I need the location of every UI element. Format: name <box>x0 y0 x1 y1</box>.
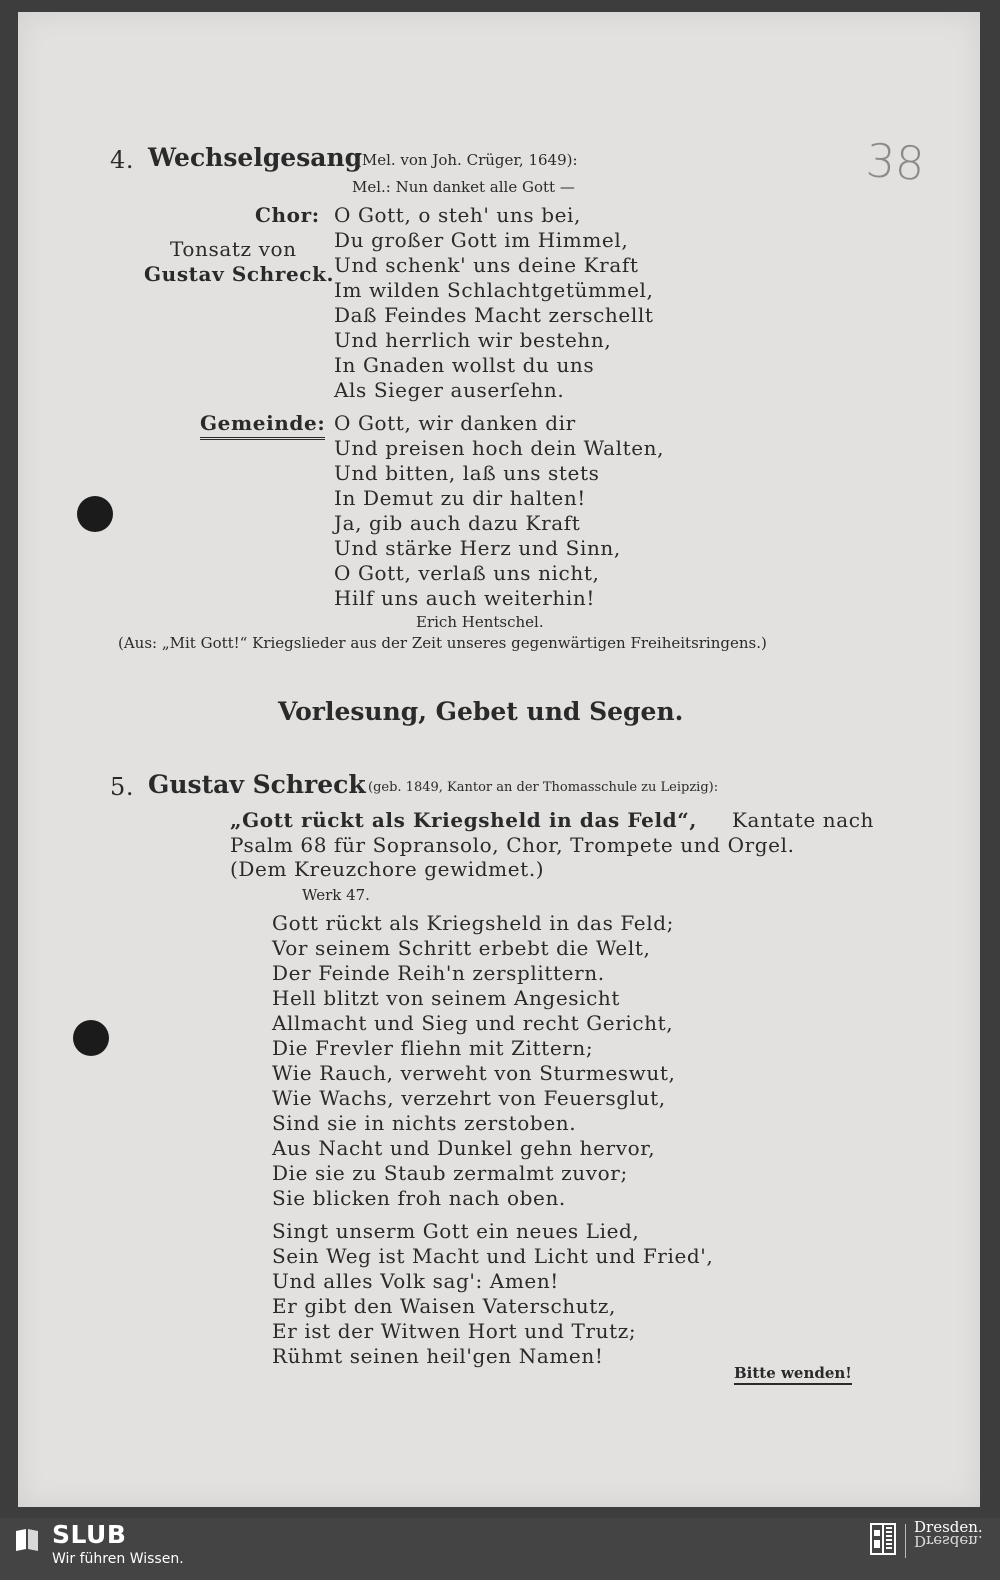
stanza-line: Die Frevler fliehn mit Zittern; <box>272 1036 594 1060</box>
gemeinde-label: Gemeinde: <box>200 411 325 440</box>
gemeinde-line: Und bitten, laß uns stets <box>334 461 600 485</box>
stanza-line: Sie blicken froh nach oben. <box>272 1186 566 1210</box>
stanza-line: Singt unserm Gott ein neues Lied, <box>272 1219 640 1243</box>
dresden-brand[interactable] <box>914 1520 983 1548</box>
dresden-wordmark-mirror: Dresden. <box>914 1532 983 1550</box>
dedication: (Dem Kreuzchore gewidmet.) <box>230 857 545 881</box>
work-description: Kantate nach <box>732 808 875 832</box>
gemeinde-line: Und preisen hoch dein Walten, <box>334 436 665 460</box>
gemeinde-line: Hilf uns auch weiterhin! <box>334 586 596 610</box>
stanza-line: Die sie zu Staub zermalmt zuvor; <box>272 1161 628 1185</box>
gemeinde-line: O Gott, verlaß uns nicht, <box>334 561 600 585</box>
chor-line: Als Sieger auserſehn. <box>334 378 565 402</box>
composer-note: (geb. 1849, Kantor an der Thomasschule zu Leipzig): <box>368 780 719 795</box>
stanza-line: Hell blitzt von seinem Angesicht <box>272 986 621 1010</box>
item-number: 5. <box>110 773 135 801</box>
chor-line: Daß Feindes Macht zerschellt <box>334 303 654 327</box>
gemeinde-line: Ja, gib auch dazu Kraft <box>334 511 581 535</box>
interlude-heading: Vorlesung, Gebet und Segen. <box>278 697 684 726</box>
melody-note: Mel.: Nun danket alle Gott — <box>352 178 575 196</box>
chor-line: In Gnaden wollst du uns <box>334 353 595 377</box>
stanza-line: Sein Weg ist Macht und Licht und Fried', <box>272 1244 714 1268</box>
dresden-crest-icon <box>870 1522 896 1558</box>
footer-divider <box>905 1524 906 1558</box>
tonsatz-label: Tonsatz von <box>170 237 297 261</box>
turn-page-note: Bitte wenden! <box>734 1364 852 1385</box>
stanza-line: Rühmt seinen heil'gen Namen! <box>272 1344 604 1368</box>
stanza-line: Er ist der Witwen Hort und Trutz; <box>272 1319 637 1343</box>
opus-number: Werk 47. <box>302 886 370 904</box>
stanza-line: Er gibt den Waisen Vaterschutz, <box>272 1294 616 1318</box>
work-title: „Gott rückt als Kriegsheld in das Feld“, <box>230 808 697 832</box>
stanza-line: Allmacht und Sieg und recht Gericht, <box>272 1011 674 1035</box>
tonsatz-composer: Gustav Schreck. <box>144 262 335 286</box>
poem-author: Erich Hentschel. <box>416 613 544 631</box>
dresden-wordmark: Dresden. <box>914 1518 983 1536</box>
chor-line: Und schenk' uns deine Kraft <box>334 253 639 277</box>
punch-hole <box>77 496 113 532</box>
chor-line: Und herrlich wir bestehn, <box>334 328 612 352</box>
gemeinde-line: O Gott, wir danken dir <box>334 411 576 435</box>
chor-line: O Gott, o steh' uns bei, <box>334 203 582 227</box>
stanza-line: Aus Nacht und Dunkel gehn hervor, <box>272 1136 656 1160</box>
slub-tagline: Wir führen Wissen. <box>52 1551 184 1567</box>
gemeinde-line: In Demut zu dir halten! <box>334 486 586 510</box>
work-description: Psalm 68 für Sopransolo, Chor, Trompete und Orgel. <box>230 833 795 857</box>
poem-source: (Aus: „Mit Gott!“ Kriegslieder aus der Zeit unseres gegenwärtigen Freiheitsringens.) <box>118 634 767 652</box>
slub-book-icon <box>14 1526 40 1552</box>
stanza-line: Vor seinem Schritt erbebt die Welt, <box>272 936 651 960</box>
chor-line: Du großer Gott im Himmel, <box>334 228 629 252</box>
stanza-line: Wie Rauch, verweht von Sturmeswut, <box>272 1061 676 1085</box>
chor-line: Im wilden Schlachtgetümmel, <box>334 278 654 302</box>
stanza-line: Wie Wachs, verzehrt von Feuersglut, <box>272 1086 666 1110</box>
stanza-line: Und alles Volk sag': Amen! <box>272 1269 559 1293</box>
handwritten-page-number: 38 <box>864 133 927 191</box>
slub-brand[interactable]: SLUB <box>52 1520 127 1549</box>
composer-name: Gustav Schreck <box>148 770 366 799</box>
stanza-line: Der Feinde Reih'n zersplittern. <box>272 961 605 985</box>
stanza-line: Sind sie in nichts zerstoben. <box>272 1111 577 1135</box>
viewer-footer <box>0 1518 1000 1580</box>
stanza-line: Gott rückt als Kriegsheld in das Feld; <box>272 911 674 935</box>
item-title: Wechselgesang <box>148 143 363 172</box>
item-number: 4. <box>110 146 135 174</box>
punch-hole <box>73 1020 109 1056</box>
gemeinde-line: Und stärke Herz und Sinn, <box>334 536 621 560</box>
source-note: (Mel. von Joh. Crüger, 1649): <box>356 151 578 169</box>
chor-label: Chor: <box>255 203 320 227</box>
